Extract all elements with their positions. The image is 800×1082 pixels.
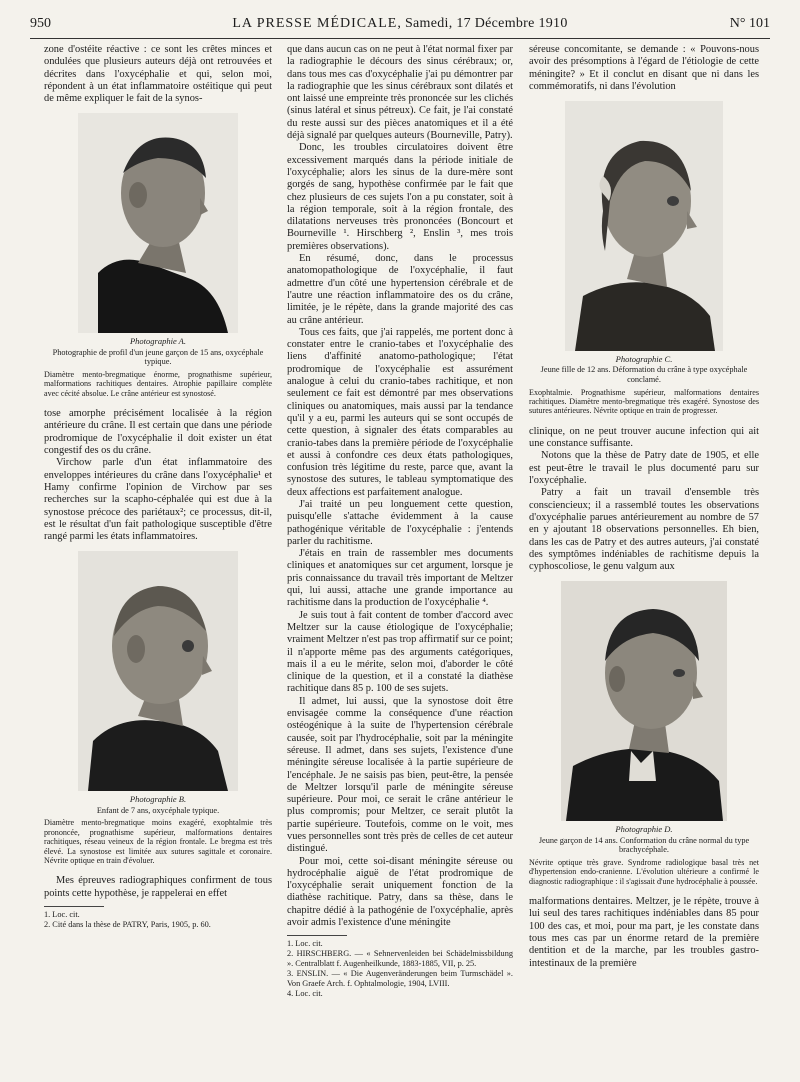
paragraph: clinique, on ne peut trouver aucune infection qui ait une constance suffisante. [529, 425, 759, 450]
paragraph: Mes épreuves radiographiques confirment de tous points cette hypothèse, je rappelerai en effet [44, 875, 272, 899]
paragraph: Notons que la thèse de Patry date de 1905, et elle est peut-être le travail le plus documenté paru sur l'oxycéphalie. [529, 450, 759, 487]
photograph-d [561, 581, 727, 821]
paragraph: tose amorphe précisément localisée à la région antérieure du crâne. Il est certain que dans une période prodromique de l'oxycéphalie il doit exister un état congestif des os du crâne. [44, 408, 272, 457]
figure-label: Photographie D. [615, 824, 673, 835]
footnote: 4. Loc. cit. [287, 989, 323, 999]
photograph-a [78, 113, 238, 333]
footnote: 1. Loc. cit. [287, 939, 323, 949]
photograph-c [565, 101, 723, 351]
footnote: 3. ENSLIN. — « Die Augenveränderungen beim Turmschädel ». Von Graefe Arch. f. Ophtalmologie, 1904, LVIII. [287, 969, 513, 989]
footnote-rule [44, 906, 104, 907]
figure-label: Photographie C. [615, 354, 673, 365]
column-3 [529, 44, 759, 970]
paragraph: J'étais en train de rassembler mes documents cliniques et anatomiques sur cet argument, lorsque je pris connaissance du travail très important de Meltzer qui, lui aussi, attache une grande importance au rachitisme dans la production de l'oxycéphalie ⁴. [287, 548, 513, 609]
figure-description: Exophtalmie. Prognathisme supérieur, malformations dentaires rachitiques. Diamètre mento-bregmatique très exagéré. Synostose des sutures antérieures. Névrite optique en train de progresser. [529, 387, 759, 416]
footnote: 2. HIRSCHBERG. — « Sehnervenleiden bei Schädelmissbildung ». Centralblatt f. Augenheilkunde, 1883-1885, VII, p. 25. [287, 949, 513, 969]
figure-caption: Jeune fille de 12 ans. Déformation du crâne à type oxycéphale conclamé. [540, 365, 748, 385]
paragraph: Tous ces faits, que j'ai rappelés, me portent donc à constater entre le cranio-tabes et l'oxycéphalie des liens d'affinité anatomo-pathologique; l'état prodromique de l'oxycéphalie est assurément analogue à celui du cranio-tabes rachitique, et non seulement ce fait est démontré par mes observations cliniques ou anatomiques, mais aussi par la tendance qu'il y a eu, parmi les auteurs qui se sont occupés de cette question, à signaler des états comparables au cranio-tabes dans la première période de l'oxycéphalie et aussi à confondre ces deux états pathologiques, confusion très légitime du reste, parce que, avant la synostose des sutures, le tableau symptomatique des deux affections est parfaitement analogue. [287, 326, 513, 498]
page-header [30, 16, 770, 38]
header-rule [30, 38, 770, 39]
paragraph: que dans aucun cas on ne peut à l'état normal fixer par la radiographie le décours des sinus cérébraux; or, dans tous mes cas d'oxycéphalie j'ai pu démontrer par la radiographie que les sinus cérébraux sont dilatés et ont laissé une empreinte très prononcée sur les clichés (sinus latéral et sinus pétreux). Ce fait, je l'ai constaté du reste aussi sur des pièces anatomiques et il a été déjà signalé par quelques auteurs (Bourneville, Patry). [287, 44, 513, 142]
column-1 [44, 44, 272, 930]
issue-number: N° 101 [729, 16, 770, 31]
journal-title [120, 16, 680, 32]
page-number: 950 [30, 16, 51, 31]
column-2 [287, 44, 513, 999]
figure-label: Photographie B. [129, 794, 187, 805]
figure-caption: Jeune garçon de 14 ans. Conformation du crâne normal du type brachycéphale. [538, 835, 750, 855]
footnote: 2. Cité dans la thèse de PATRY, Paris, 1905, p. 60. [44, 919, 211, 929]
paragraph: En résumé, donc, dans le processus anatomopathologique de l'oxycéphalie, il faut admettre d'un côté une hypertension cérébrale et de l'autre une réaction inflammatoire des os du crâne, limitée, je le répète, dans la grande majorité des cas au crâne antérieur. [287, 253, 513, 326]
figure-caption: Photographie de profil d'un jeune garçon de 15 ans, oxycéphale typique. [52, 347, 264, 367]
figure-caption: Enfant de 7 ans, oxycéphale typique. [96, 805, 220, 815]
photograph-b [78, 551, 238, 791]
figure-description: Diamètre mento-bregmatique énorme, prognathisme supérieur, malformations rachitiques dentaires. Atrophie papillaire complète avec cécité absolue. Le crâne antérieur est synostosé. [44, 369, 272, 398]
paragraph: zone d'ostéite réactive : ce sont les crêtes minces et ondulées que plusieurs auteurs déjà ont retrouvées et décrites dans l'oxycéphalie et qui, selon moi, répondent à un état inflammatoire ostéitique qui peut de même expliquer le fait de la synos- [44, 44, 272, 105]
paragraph: Patry a fait un travail d'ensemble très consciencieux; il a rassemblé toutes les observations d'oxycéphalie parues antérieurement au nombre de 57 en y ajoutant 18 observations personnelles. Eh bien, dans les cas de Patry et des autres auteurs, j'ai constaté des symptômes indéniables de rachitisme depuis la cyphoscoliose, le genu valgum aux [529, 487, 759, 573]
paragraph: Je suis tout à fait content de tomber d'accord avec Meltzer sur la cause étiologique de l'oxycéphalie; vraiment Meltzer n'est pas trop affirmatif sur ce point; il n'apporte même pas des arguments catégoriques, mais il a eu le mérite, selon moi, d'aborder le côté clinique de la question, et il a constaté la diathèse rachitique dans 85 p. 100 de ses sujets. [287, 609, 513, 695]
figure-description: Diamètre mento-bregmatique moins exagéré, exophtalmie très prononcée, prognathisme supérieur, malformations dentaires rachitiques, réseau veineux de la région frontale. Le bregma est très élevé. La synostose est limitée aux sutures sagittale et coronaire. Névrite optique en train d'évoluer. [44, 818, 272, 865]
paragraph: malformations dentaires. Meltzer, je le répète, trouve à lui seul des tares rachitiques indéniables dans 85 pour 100 des cas, et moi, pour ma part, je les constate dans tous mes cas par un énorme retard de la première dentition et de la marche, par les troubles gastro-intestinaux de la première [529, 896, 759, 969]
figure-description: Névrite optique très grave. Syndrome radiologique basal très net d'hypertension endo-cranienne. L'évolution ultérieure a confirmé le diagnostic radiographique : il s'agissait d'une hydrocéphalie à poussée. [529, 857, 759, 886]
paragraph: Virchow parle d'un état inflammatoire des enveloppes intérieures du crâne dans l'oxycéphalie¹ et Hamy confirme l'opinion de Virchow par ses recherches sur la scapho-céphalée qui est due à la synostose précoce des pariétaux²; ce processus, dit-il, est le résultat d'un fait pathologique susceptible d'être rangé parmi les états inflammatoires. [44, 457, 272, 543]
footnote: 1. Loc. cit. [44, 909, 80, 919]
paragraph: Pour moi, cette soi-disant méningite séreuse ou hydrocéphalie aiguë de l'état prodromique de l'oxycéphalie serait uniquement fonction de la diathèse rachitique. Patry, dans sa thèse, dans le chapitre dédié à la pathogénie de l'oxycéphalie, après avoir admis l'existence d'une méningite [287, 855, 513, 929]
journal-name: LA PRESSE MÉDICALE [232, 16, 398, 31]
figure-label: Photographie A. [129, 336, 187, 347]
paragraph: Donc, les troubles circulatoires doivent être excessivement marqués dans la période initiale de l'oxycéphalie; alors les sinus de la dure-mère sont gorgés de sang, hypothèse confirmée par le fait que chez plusieurs de ces sujets l'on a pu constater, soit à la région temporale, soit à la région frontale, des dilatations nerveuses très prononcées (Boncourt et Bourneville ¹. Hirschberg ², Enslin ³, mes trois premières observations). [287, 142, 513, 252]
paragraph: séreuse concomitante, se demande : « Pouvons-nous avoir des présomptions à l'égard de l'étiologie de cette méningite? » Et il conclut en disant que ni dans les commémoratifs, ni dans l'évolution [529, 44, 759, 92]
issue-date: , Samedi, 17 Décembre 1910 [397, 16, 568, 31]
footnote-rule [287, 935, 347, 936]
paragraph: Il admet, lui aussi, que la synostose doit être envisagée comme la conséquence d'une réaction ostéogénique à la suite de l'hypertension cérébrale causée, soit par l'hydrocéphalie, soit par la méningite séreuse. Il admet, dans ses sujets, l'existence d'une méningite séreuse localisée à la partie supérieure de l'encéphale. Je ne saisis pas bien, peut-être, la pensée de Meltzer lorsqu'il parle de méningite séreuse supérieure. Pour moi, ce serait le crâne antérieur le plus compromis; pour Meltzer, ce serait plutôt la partie supérieure. Toutefois, comme on le voit, mes vues personnelles sont très près de celles de cet auteur distingué. [287, 695, 513, 855]
paragraph: J'ai traité un peu longuement cette question, puisqu'elle s'attache évidemment à la cause pathogénique véritable de l'oxycéphalie : j'entends parler du rachitisme. [287, 498, 513, 547]
